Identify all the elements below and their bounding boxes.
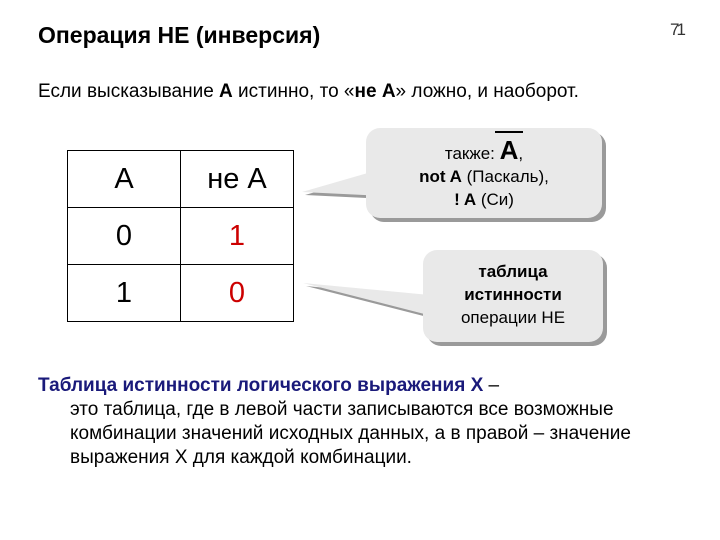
- callout-also-line2: [366, 165, 602, 188]
- callout-also-prefix: также:: [444, 144, 500, 163]
- c-syntax: ! A: [454, 190, 477, 209]
- definition-dash: –: [483, 375, 500, 396]
- pascal-label: (Паскаль),: [461, 167, 549, 186]
- cell-not-a: 0: [181, 265, 294, 322]
- cell-not-a: 1: [181, 208, 294, 265]
- callout-table-line3: операции НЕ: [460, 308, 566, 327]
- header-a: A: [68, 151, 181, 208]
- intro-text: [38, 80, 628, 104]
- definition-heading: Таблица истинности логического выражения X: [38, 375, 484, 396]
- cell-a: 0: [68, 208, 181, 265]
- table-header-row: [68, 151, 294, 208]
- callout-also-suffix: ,: [518, 144, 524, 163]
- definition-body: это таблица, где в левой части записываются все возможные комбинации значений исходных данных, а в правой – значение выражения X для каждой комбинации.: [70, 399, 631, 468]
- table-row: [68, 265, 294, 322]
- truth-table: [67, 150, 294, 322]
- callout-also: [366, 128, 602, 218]
- cell-a: 1: [68, 265, 181, 322]
- page-number: 71: [670, 20, 683, 39]
- intro-expr: не A: [354, 81, 396, 102]
- intro-part1: Если высказывание: [38, 81, 220, 102]
- intro-var: A: [219, 81, 233, 102]
- c-label: (Си): [476, 190, 514, 209]
- slide-title: Операция НЕ (инверсия): [38, 22, 321, 48]
- callout-table-line2: истинности: [464, 285, 562, 304]
- definition-text: [38, 374, 678, 470]
- table-row: [68, 208, 294, 265]
- callout-table-line1: таблица: [478, 262, 548, 281]
- callout-table-tail: [303, 283, 440, 318]
- overline-a-symbol: A: [499, 135, 519, 165]
- intro-part3: » ложно, и наоборот.: [395, 81, 579, 102]
- callout-also-line1: [366, 128, 602, 165]
- intro-part2: истинно, то «: [232, 81, 355, 102]
- callout-also-line3: [366, 188, 602, 211]
- header-not-a: не A: [181, 151, 294, 208]
- callout-truth-table: [423, 250, 603, 342]
- pascal-syntax: not A: [419, 167, 462, 186]
